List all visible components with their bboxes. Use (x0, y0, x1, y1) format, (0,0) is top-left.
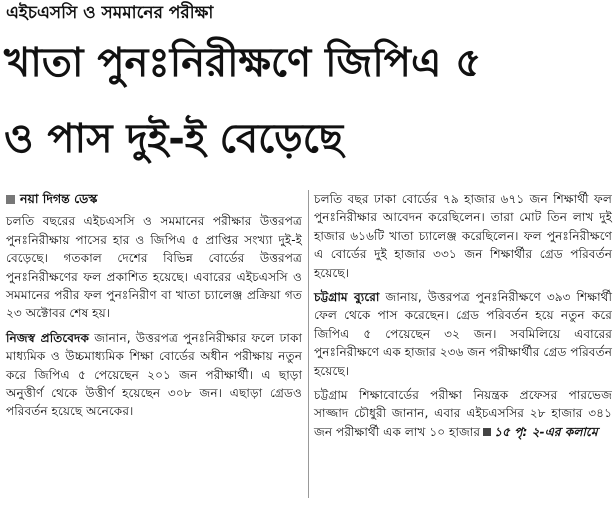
headline-line-1: খাতা পুনঃনিরীক্ষণে জিপিএ ৫ (4, 40, 482, 86)
byline (6, 190, 302, 208)
paragraph (6, 329, 302, 421)
kicker: এইচএসসি ও সমমানের পরীক্ষা (6, 3, 214, 23)
byline-text: নয়া দিগন্ত ডেস্ক (20, 191, 98, 206)
paragraph-text: জানান, উত্তরপত্র পুনঃনিরীক্ষার ফলে ঢাকা মাধ্যমিক ও উচ্চমাধ্যমিক শিক্ষা বোর্ডের অধীন পরীক্ষায় নতুন করে জিপিএ ৫ পেয়েছেন ২০১ জন পরীক্ষার্থী। এ ছাড়া অনুত্তীর্ণ থেকে উত্তীর্ণ হয়েছেন ৩০৮ জন। এছাড়া গ্রেডও পরিবর্তন হয়েছে অনেকের। (6, 330, 303, 419)
paragraph (314, 288, 612, 380)
paragraph-text: চট্টগ্রাম শিক্ষাবোর্ডের পরীক্ষা নিয়ন্ত্রক প্রফেসর পারভেজ সাজ্জাদ চৌধুরী জানান, এবার এইচএসসির ২৮ হাজার ৩৪১ জন পরীক্ষার্থী এক লাখ ১০ হাজার (314, 388, 612, 439)
article-column-right (314, 190, 612, 447)
paragraph-text: জানায়, উত্তরপত্র পুনঃনিরীক্ষণে ৩৯৩ শিক্ষার্থী ফেল থেকে পাস করেছেন। গ্রেড পরিবর্তন হয়ে নতুন করে জিপিএ ৫ পেয়েছেন ৩২ জন। সবমিলিয়ে এবারের পুনঃনিরীক্ষণে এক হাজার ২৩৬ জন পরীক্ষার্থীর গ্রেড পরিবর্তন হয়েছে। (314, 290, 612, 378)
column-divider (308, 190, 309, 498)
jump-square-icon (483, 428, 491, 436)
paragraph: চলতি বছরের এইচএসসি ও সমমানের পরীক্ষার উত্তরপত্র পুনঃনিরীক্ষায় পাসের হার ও জিপিএ ৫ প্রাপ্তির সংখ্যা দুই-ই বেড়েছে। গতকাল দেশের বিভিন্ন বোর্ডের উত্তরপত্র পুনঃনিরীক্ষণের ফল প্রকাশিত হয়েছে। এবারের এইচএসসি ও সমমানের পরীর ফল পুনঃনিরীণ বা খাতা চ্যালেঞ্জ প্রক্রিয়া গত ২৩ অক্টোবর শেষ হয়। (6, 214, 302, 321)
paragraph-lead: নিজস্ব প্রতিবেদক (6, 330, 89, 345)
paragraph: চলতি বছর ঢাকা বোর্ডের ৭৯ হাজার ৬৭১ জন শিক্ষার্থী ফল পুনঃনিরীক্ষার আবেদন করেছিলেন। তারা মোট তিন লাখ দুই হাজার ৬১৬টি খাতা চ্যালেঞ্জ করেছিলেন। ফল পুনঃনিরীক্ষণে এ বোর্ডের দুই হাজার ৩৩১ জন শিক্ষার্থীর গ্রেড পরিবর্তন হয়েছে। (314, 192, 612, 280)
article-column-left (6, 190, 302, 427)
byline-bullet-icon (6, 195, 15, 204)
paragraph-lead: চট্টগ্রাম ব্যুরো (314, 290, 380, 305)
headline-line-2: ও পাস দুই-ই বেড়েছে (4, 116, 344, 162)
paragraph (314, 386, 612, 441)
continuation-jump: ১৫ পৃ: ২-এর কলামে (494, 424, 598, 439)
